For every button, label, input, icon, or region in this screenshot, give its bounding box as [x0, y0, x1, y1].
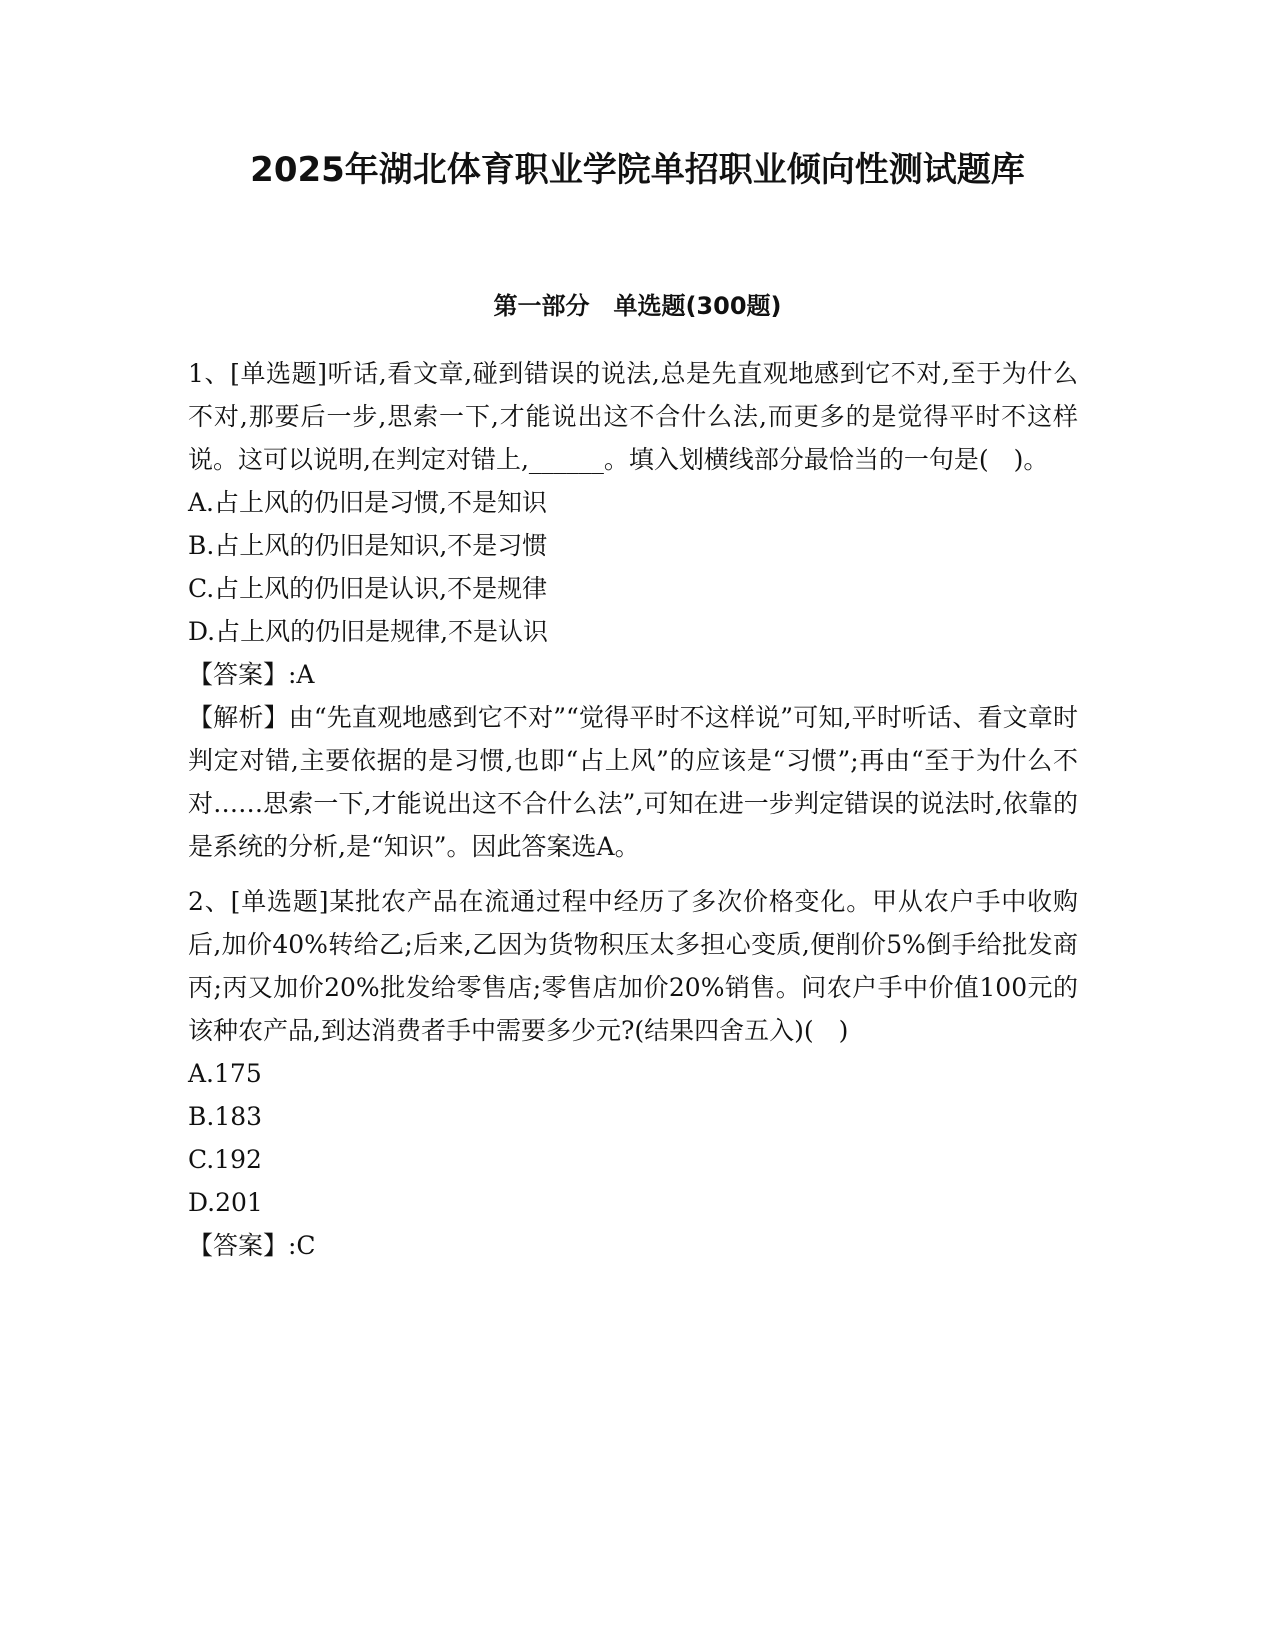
- option-b: B.183: [188, 1102, 263, 1131]
- document-title: 2025年湖北体育职业学院单招职业倾向性测试题库: [250, 150, 1025, 190]
- option-a: A.占上风的仍旧是习惯,不是知识: [188, 488, 547, 517]
- question-stem: 1、[单选题]听话,看文章,碰到错误的说法,总是先直观地感到它不对,至于为什么不对,那要后一步,思索一下,才能说出这不合什么法,而更多的是觉得平时不这样说。这可以说明,在判定对错上,______。填入划横线部分最恰当的一句是( )。: [188, 359, 1078, 474]
- question-stem: 2、[单选题]某批农产品在流通过程中经历了多次价格变化。甲从农户手中收购后,加价40%转给乙;后来,乙因为货物积压太多担心变质,便削价5%倒手给批发商丙;丙又加价20%批发给零售店;零售店加价20%销售。问农户手中价值100元的该种农产品,到达消费者手中需要多少元?(结果四舍五入)( ): [188, 887, 1078, 1045]
- question-2: [188, 880, 1078, 1267]
- analysis-paragraph: 【解析】由“先直观地感到它不对”“觉得平时不这样说”可知,平时听话、看文章时判定对错,主要依据的是习惯,也即“占上风”的应该是“习惯”;再由“至于为什么不对……思索一下,才能说出这不合什么法”,可知在进一步判定错误的说法时,依靠的是系统的分析,是“知识”。因此答案选A。: [188, 703, 1078, 861]
- option-c: C.占上风的仍旧是认识,不是规律: [188, 574, 548, 603]
- section-heading: 第一部分 单选题(300题): [493, 292, 782, 320]
- option-c: C.192: [188, 1145, 262, 1174]
- option-d: D.占上风的仍旧是规律,不是认识: [188, 617, 549, 646]
- question-1: [188, 352, 1078, 868]
- answer-line: 【答案】:A: [188, 660, 315, 689]
- option-b: B.占上风的仍旧是知识,不是习惯: [188, 531, 548, 560]
- answer-line: 【答案】:C: [188, 1231, 316, 1260]
- option-a: A.175: [188, 1059, 262, 1088]
- option-d: D.201: [188, 1188, 263, 1217]
- question-list: [188, 352, 1078, 1267]
